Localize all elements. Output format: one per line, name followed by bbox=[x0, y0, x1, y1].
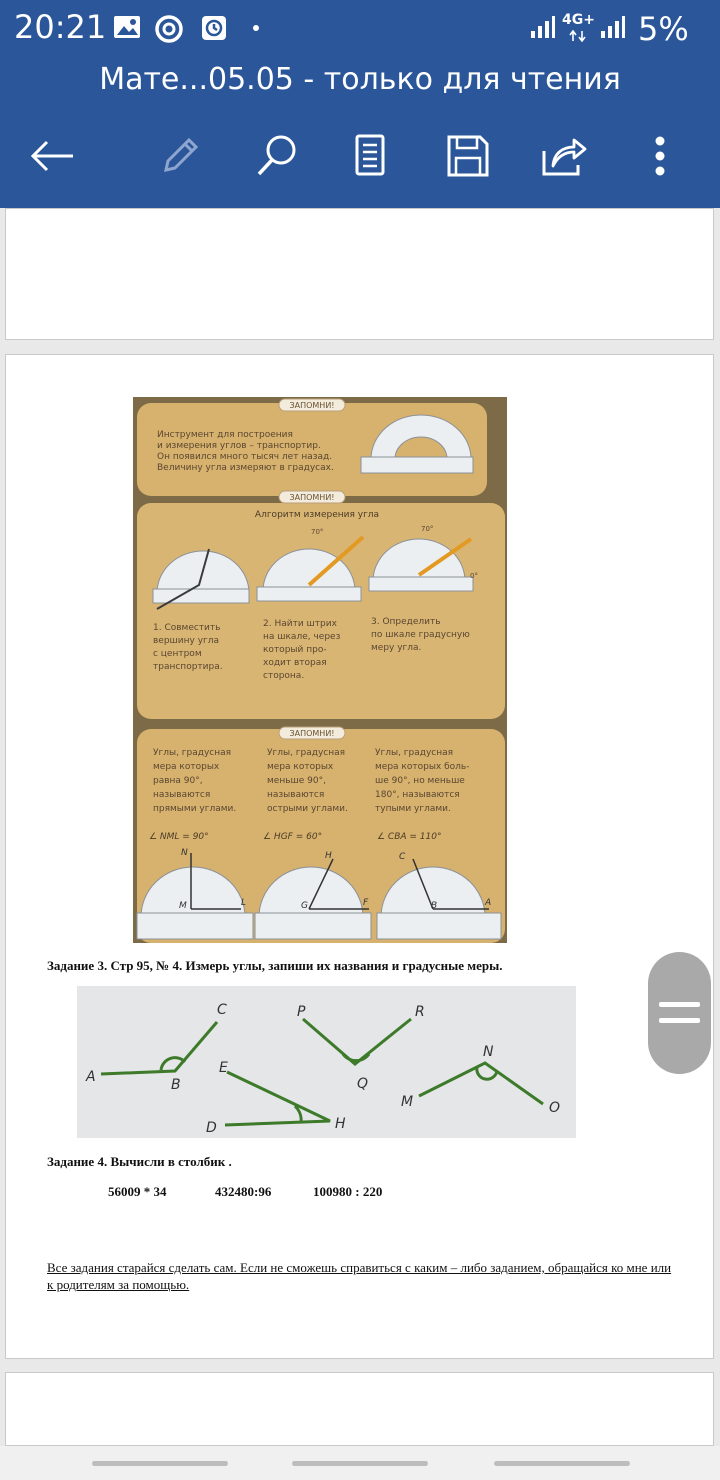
svg-text:C: C bbox=[217, 1002, 227, 1018]
right-angles-text: Углы, градусная мера которых равна 90°, называются прямыми углами. bbox=[153, 748, 237, 814]
save-button[interactable] bbox=[440, 128, 496, 184]
task-3-text: Задание 3. Стр 95, № 4. Измерь углы, запиши их названия и градусные меры. bbox=[47, 958, 503, 973]
pencil-icon bbox=[158, 134, 202, 178]
svg-text:O: O bbox=[549, 1100, 561, 1116]
status-time: 20:21 bbox=[14, 8, 107, 46]
back-arrow-icon bbox=[29, 139, 75, 173]
scroll-handle[interactable] bbox=[648, 952, 711, 1074]
svg-text:A: A bbox=[86, 1069, 96, 1085]
svg-text:F: F bbox=[363, 898, 369, 908]
calc-3: 100980 : 220 bbox=[313, 1184, 383, 1199]
sync-icon bbox=[154, 14, 184, 44]
degree-label: 70° bbox=[311, 528, 324, 536]
svg-text:M: M bbox=[179, 901, 187, 911]
more-vertical-icon bbox=[654, 135, 666, 177]
signal-icon-2 bbox=[600, 14, 626, 40]
step-1-text: 1. Совместить вершину угла с центром транспортира. bbox=[153, 623, 223, 672]
svg-text:L: L bbox=[241, 898, 247, 908]
signal-icon-1 bbox=[530, 14, 556, 40]
data-arrows-icon bbox=[569, 30, 587, 42]
obtuse-angles-text: Углы, градусная мера которых боль- ше 90°, но меньше 180°, называются тупыми углами. bbox=[375, 748, 470, 814]
bottom-navigation-bar bbox=[0, 1446, 720, 1480]
status-bar bbox=[0, 0, 720, 56]
svg-text:D: D bbox=[206, 1120, 217, 1136]
step-2-text: 2. Найти штрих на шкале, через который про- ходит вторая сторона. bbox=[263, 619, 341, 681]
step-3-text: 3. Определить по шкале градусную меру угла. bbox=[371, 617, 470, 653]
calc-2: 432480:96 bbox=[215, 1184, 272, 1199]
document-title: Мате...05.05 - только для чтения bbox=[99, 62, 621, 97]
instruction-note: Все задания старайся сделать сам. Если не сможешь справиться с каким – либо заданием, обращайся ко мне или к родителям за помощью. bbox=[47, 1260, 672, 1292]
calc-1: 56009 * 34 bbox=[108, 1184, 167, 1199]
equation-acute: ∠ HGF = 60° bbox=[263, 832, 323, 842]
more-options-button[interactable] bbox=[632, 128, 688, 184]
share-icon bbox=[541, 135, 587, 177]
task-4-text: Задание 4. Вычисли в столбик . bbox=[47, 1154, 232, 1169]
reading-view-icon bbox=[354, 133, 388, 179]
svg-text:G: G bbox=[301, 901, 308, 911]
banner-remember-2: ЗАПОМНИ! bbox=[289, 493, 335, 502]
svg-text:E: E bbox=[219, 1060, 228, 1076]
algorithm-title: Алгоритм измерения угла bbox=[254, 510, 380, 520]
equation-right: ∠ NML = 90° bbox=[149, 832, 209, 842]
svg-text:P: P bbox=[297, 1004, 306, 1020]
svg-text:R: R bbox=[415, 1004, 425, 1020]
angles-photo bbox=[77, 986, 576, 1138]
svg-text:Q: Q bbox=[357, 1076, 369, 1092]
degree-label: 0° bbox=[470, 572, 478, 580]
equation-obtuse: ∠ CBA = 110° bbox=[377, 832, 442, 842]
network-type: 4G+ bbox=[562, 12, 595, 28]
svg-text:H: H bbox=[335, 1116, 346, 1132]
svg-text:N: N bbox=[483, 1044, 494, 1060]
battery-level: 5% bbox=[638, 10, 689, 48]
banner-remember-1: ЗАПОМНИ! bbox=[289, 401, 335, 410]
svg-text:H: H bbox=[325, 851, 332, 861]
search-button[interactable] bbox=[248, 128, 304, 184]
banner-remember-3: ЗАПОМНИ! bbox=[289, 729, 335, 738]
save-icon bbox=[446, 134, 490, 178]
acute-angles-text: Углы, градусная мера которых меньше 90°, называются острыми углами. bbox=[267, 748, 348, 814]
back-button[interactable] bbox=[24, 128, 80, 184]
handle-bar bbox=[659, 1018, 700, 1023]
svg-text:B: B bbox=[171, 1077, 181, 1093]
nav-recents-button[interactable] bbox=[92, 1461, 228, 1466]
app-bar bbox=[0, 0, 720, 208]
angle-lines bbox=[101, 1019, 543, 1125]
handle-bar bbox=[659, 1002, 700, 1007]
share-button[interactable] bbox=[536, 128, 592, 184]
svg-text:B: B bbox=[431, 901, 438, 911]
svg-text:C: C bbox=[399, 852, 406, 862]
intro-text: Инструмент для построения и измерения углов – транспортир. Он появился много тысяч лет назад. Величину угла измеряют в градусах. bbox=[157, 430, 334, 473]
reading-view-button[interactable] bbox=[343, 128, 399, 184]
gallery-icon bbox=[112, 14, 142, 40]
clock-icon bbox=[200, 14, 228, 42]
search-icon bbox=[253, 133, 299, 179]
textbook-photo bbox=[133, 397, 507, 943]
degree-label: 70° bbox=[421, 525, 434, 533]
svg-text:A: A bbox=[485, 898, 492, 908]
svg-text:M: M bbox=[401, 1094, 414, 1110]
document-page-previous bbox=[5, 208, 714, 340]
edit-button[interactable] bbox=[152, 128, 208, 184]
nav-back-button[interactable] bbox=[494, 1461, 630, 1466]
svg-text:N: N bbox=[181, 848, 188, 858]
dot-icon bbox=[252, 24, 260, 32]
document-page-next bbox=[5, 1372, 714, 1446]
nav-home-button[interactable] bbox=[292, 1461, 428, 1466]
